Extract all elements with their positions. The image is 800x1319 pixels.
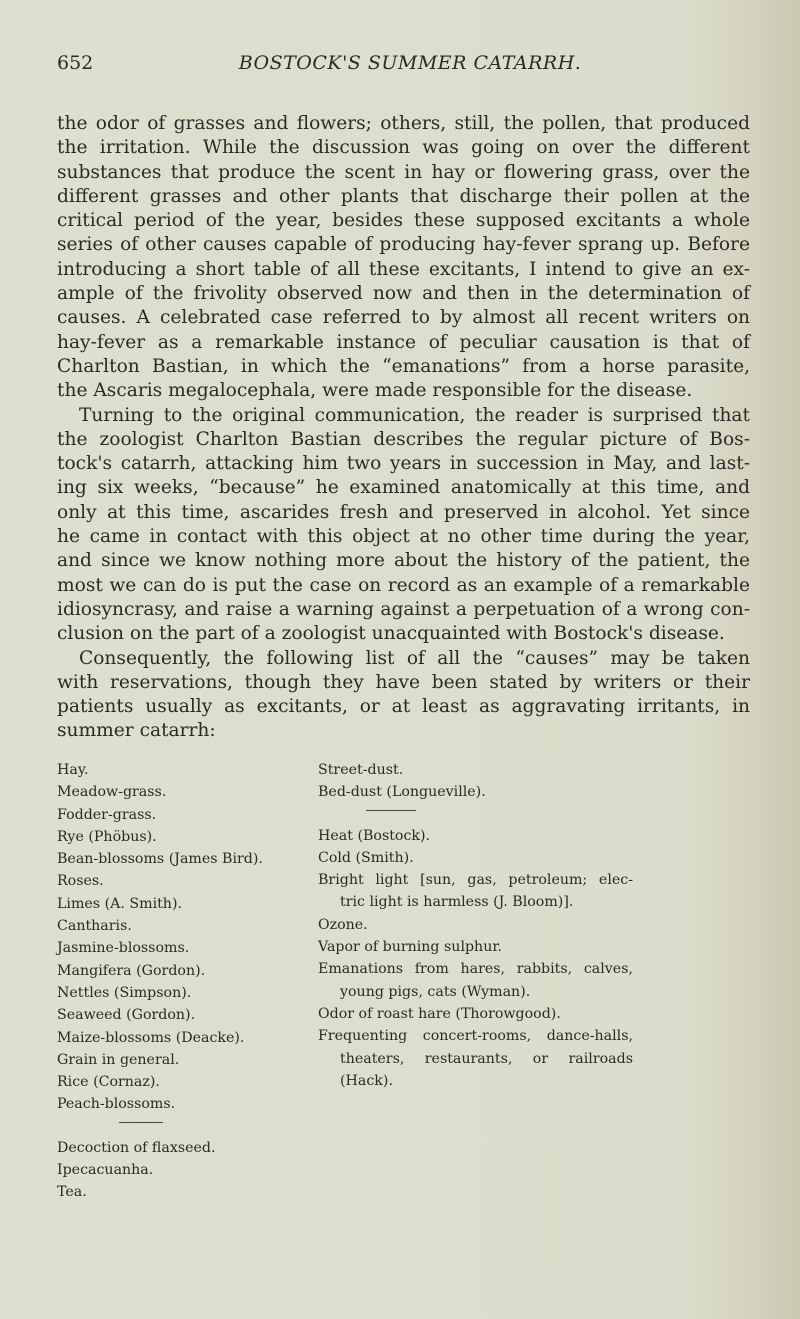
list-item: Street-dust. [318, 762, 404, 778]
list-item-line: theaters, restaurants, or railroads [340, 1050, 633, 1067]
text-line: patients usually as excitants, or at least as aggravating irritants, in [57, 696, 750, 718]
list-item-line: tric light is harmless (J. Bloom)]. [340, 894, 574, 911]
text-line: tock's catarrh, attacking him two years in succession in May, and last- [57, 453, 750, 475]
text-line: critical period of the year, besides these supposed excitants a whole [57, 210, 750, 232]
list-item: Maize-blossoms (Deacke). [57, 1029, 245, 1046]
list-item [318, 958, 633, 1003]
section-divider [366, 810, 416, 811]
text-line: the odor of grasses and flowers; others, still, the pollen, that produced [57, 113, 750, 134]
list-item [318, 869, 633, 914]
text-line: he came in contact with this object at no other time during the year, [57, 526, 750, 548]
list-item: Seaweed (Gordon). [57, 1007, 196, 1024]
list-item-line: Bright light [sun, gas, petroleum; elec- [318, 872, 633, 889]
list-item-line: Heat (Bostock). [318, 827, 431, 844]
text-line: Consequently, the following list of all the “causes” may be taken [79, 647, 750, 669]
list-item: Peach-blossoms. [57, 1096, 176, 1113]
text-line: substances that produce the scent in hay or flowering grass, over the [57, 161, 750, 183]
list-item [318, 914, 633, 936]
running-title: BOSTOCK'S SUMMER CATARRH. [238, 52, 582, 74]
list-item-line: Odor of roast hare (Thorowgood). [318, 1005, 561, 1022]
list-item [318, 825, 633, 847]
list-item: Grain in general. [57, 1051, 180, 1068]
page-number: 652 [57, 52, 94, 74]
text-line: clusion on the part of a zoologist unacquainted with Bostock's disease. [57, 623, 725, 645]
list-item: Cantharis. [57, 918, 132, 935]
text-line: hay-fever as a remarkable instance of peculiar causation is that of [57, 331, 750, 353]
text-line: Turning to the original communication, the reader is surprised that [79, 404, 750, 426]
list-item [318, 847, 633, 869]
text-line: the irritation. While the discussion was going on over the different [57, 137, 750, 159]
list-item: Decoction of flaxseed. [57, 1139, 216, 1156]
text-line: introducing a short table of all these excitants, I intend to give an ex- [57, 258, 750, 280]
text-line: idiosyncrasy, and raise a warning against a perpetuation of a wrong con- [57, 598, 750, 620]
list-item-line: Emanations from hares, rabbits, calves, [318, 961, 633, 978]
list-item [318, 936, 633, 958]
text-line: only at this time, ascarides fresh and preserved in alcohol. Yet since [57, 501, 750, 523]
list-item-line: Ozone. [318, 916, 368, 933]
list-item: Rye (Phöbus). [57, 828, 157, 845]
list-item: Fodder-grass. [57, 806, 157, 823]
list-item-line: (Hack). [340, 1072, 393, 1089]
text-line: different grasses and other plants that discharge their pollen at the [57, 185, 750, 207]
section-divider [119, 1122, 163, 1123]
list-item: Mangifera (Gordon). [57, 962, 206, 979]
body-text [57, 112, 750, 744]
excitants-list-left [57, 759, 263, 1204]
list-item: Jasmine-blossoms. [57, 940, 190, 957]
list-item: Tea. [57, 1184, 87, 1201]
text-line: and since we know nothing more about the history of the patient, the [57, 550, 750, 572]
list-item: Hay. [57, 762, 89, 778]
list-item-line: Vapor of burning sulphur. [318, 939, 503, 956]
text-line: Charlton Bastian, in which the “emanations” from a horse parasite, [57, 355, 750, 377]
text-line: the Ascaris megalocephala, were made responsible for the disease. [57, 380, 693, 402]
list-item-line: young pigs, cats (Wyman). [340, 983, 531, 1000]
list-item: Nettles (Simpson). [57, 984, 192, 1001]
excitants-list-right [318, 759, 633, 1092]
list-item [318, 1003, 633, 1025]
list-item: Rice (Cornaz). [57, 1074, 160, 1091]
list-item: Roses. [57, 873, 104, 890]
list-item: Bed-dust (Longueville). [318, 784, 486, 801]
list-item: Ipecacuanha. [57, 1162, 154, 1179]
text-line: with reservations, though they have been stated by writers or their [57, 671, 750, 693]
text-line: series of other causes capable of producing hay-fever sprang up. Before [57, 234, 750, 256]
list-item [318, 1025, 633, 1092]
list-item-line: Cold (Smith). [318, 849, 414, 866]
list-item-line: Frequenting concert-rooms, dance-halls, [318, 1028, 633, 1045]
list-item: Meadow-grass. [57, 784, 167, 801]
list-item: Limes (A. Smith). [57, 895, 182, 912]
text-line: ing six weeks, “because” he examined anatomically at this time, and [57, 477, 750, 499]
list-item: Bean-blossoms (James Bird). [57, 851, 263, 868]
text-line: ample of the frivolity observed now and then in the determination of [57, 283, 750, 305]
text-line: causes. A celebrated case referred to by almost all recent writers on [57, 307, 750, 329]
text-line: most we can do is put the case on record as an example of a remarkable [57, 574, 750, 596]
text-line: summer catarrh: [57, 720, 216, 742]
text-line: the zoologist Charlton Bastian describes the regular picture of Bos- [57, 428, 750, 450]
